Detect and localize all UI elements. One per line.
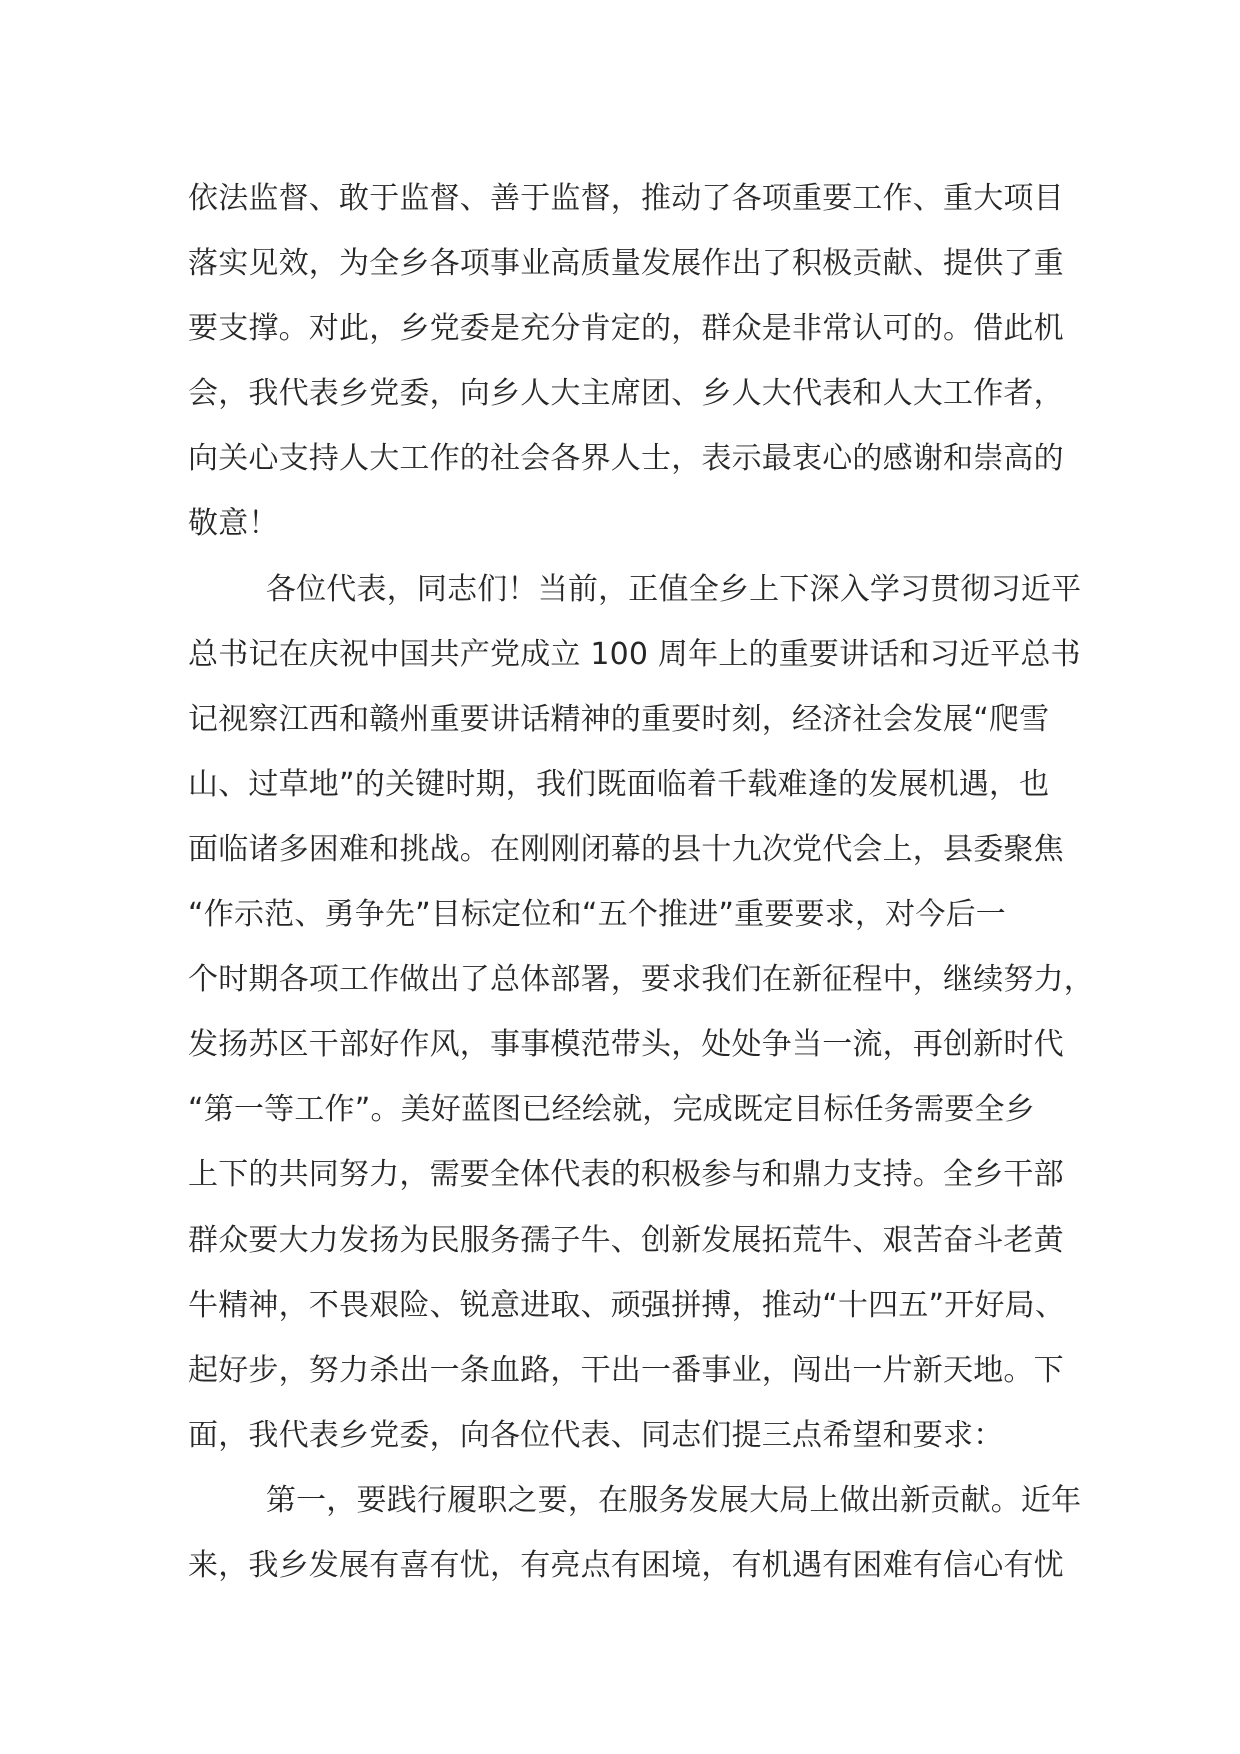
text-line: 起好步，努力杀出一条血路，干出一番事业，闯出一片新天地。下: [188, 1352, 1064, 1388]
paragraph-start-line: 第一，要践行履职之要，在服务发展大局上做出新贡献。近年: [188, 1482, 1082, 1518]
text-line: 记视察江西和赣州重要讲话精神的重要时刻，经济社会发展“爬雪: [188, 701, 1050, 737]
text-line: 上下的共同努力，需要全体代表的积极参与和鼎力支持。全乡干部: [188, 1157, 1064, 1193]
text-line: 个时期各项工作做出了总体部署，要求我们在新征程中，继续努力，: [188, 962, 1094, 998]
text-line: 敬意！: [188, 506, 279, 542]
body-text: [188, 166, 1094, 1598]
text-line: “第一等工作”。美好蓝图已经绘就，完成既定目标任务需要全乡: [188, 1092, 1035, 1128]
paragraph-start-line: 各位代表，同志们！当前，正值全乡上下深入学习贯彻习近平: [188, 571, 1082, 607]
text-line: 山、过草地”的关键时期，我们既面临着千载难逢的发展机遇，也: [188, 766, 1050, 802]
text-line: 牛精神，不畏艰险、锐意进取、顽强拼搏，推动“十四五”开好局、: [188, 1287, 1066, 1323]
text-line: 面，我代表乡党委，向各位代表、同志们提三点希望和要求：: [188, 1417, 1004, 1453]
text-line: “作示范、勇争先”目标定位和“五个推进”重要要求，对今后一: [188, 897, 1006, 933]
text-line: 会，我代表乡党委，向乡人大主席团、乡人大代表和人大工作者，: [188, 376, 1064, 412]
text-line: 要支撑。对此，乡党委是充分肯定的，群众是非常认可的。借此机: [188, 311, 1064, 347]
text-line: 向关心支持人大工作的社会各界人士，表示最衷心的感谢和崇高的: [188, 441, 1064, 477]
text-line: 来，我乡发展有喜有忧，有亮点有困境，有机遇有困难有信心有忧: [188, 1547, 1064, 1583]
text-line: 面临诸多困难和挑战。在刚刚闭幕的县十九次党代会上，县委聚焦: [188, 831, 1064, 867]
text-line: 群众要大力发扬为民服务孺子牛、创新发展拓荒牛、艰苦奋斗老黄: [188, 1222, 1064, 1258]
text-line: 总书记在庆祝中国共产党成立 100 周年上的重要讲话和习近平总书: [188, 636, 1081, 672]
text-line: 依法监督、敢于监督、善于监督，推动了各项重要工作、重大项目: [188, 181, 1064, 216]
text-line: 发扬苏区干部好作风，事事模范带头，处处争当一流，再创新时代: [188, 1027, 1064, 1063]
text-line: 落实见效，为全乡各项事业高质量发展作出了积极贡献、提供了重: [188, 246, 1064, 282]
